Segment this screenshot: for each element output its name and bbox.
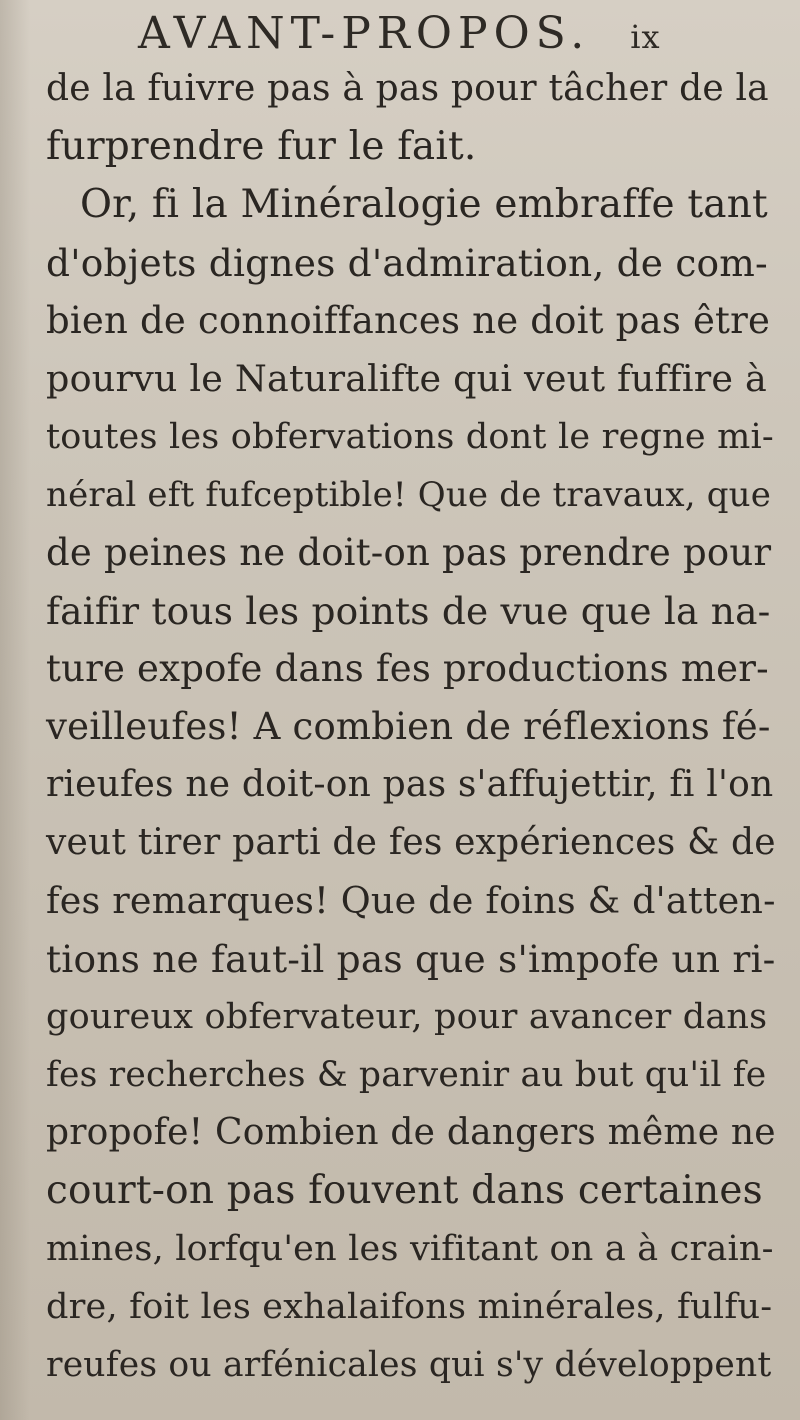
header-title: AVANT-PROPOS. <box>138 8 591 59</box>
text-line: d'objets dignes d'admiration, de com- <box>46 241 768 285</box>
text-line: furprendre fur le fait. <box>46 124 477 169</box>
text-line: veilleufes! A combien de réflexions fé- <box>46 705 771 748</box>
text-line: toutes les obfervations dont le regne mi- <box>46 417 774 457</box>
text-line: bien de connoiffances ne doit pas être <box>46 299 771 342</box>
text-line: de la fuivre pas à pas pour tâcher de la <box>46 68 769 109</box>
text-line: reufes ou arfénicales qui s'y développent <box>46 1345 772 1385</box>
text-line: tions ne faut-il pas que s'impofe un ri- <box>46 937 776 981</box>
text-line: pourvu le Naturalifte qui veut fuffire à <box>46 357 767 400</box>
text-line: mines, lorfqu'en les vifitant on a à crain- <box>46 1229 774 1269</box>
text-line: faifir tous les points de vue que la na- <box>46 589 771 633</box>
body-text <box>36 60 776 1394</box>
page-number: ix <box>630 18 661 56</box>
text-line: goureux obfervateur, pour avancer dans <box>46 997 768 1037</box>
text-line: veut tirer parti de fes expériences & de <box>46 822 776 863</box>
text-line: de peines ne doit-on pas prendre pour <box>46 531 772 574</box>
text-line: fes remarques! Que de foins & d'atten- <box>46 879 776 922</box>
text-line: propofe! Combien de dangers même ne <box>46 1112 776 1153</box>
text-line: dre, foit les exhalaifons minérales, fulfu- <box>46 1287 773 1327</box>
page-gutter-shadow <box>0 0 30 1420</box>
text-line: ture expofe dans fes productions mer- <box>46 647 769 690</box>
text-line: Or, fi la Minéralogie embraffe tant <box>80 182 768 227</box>
running-header <box>138 4 661 67</box>
text-line: rieufes ne doit-on pas s'affujettir, fi l'on <box>46 764 774 805</box>
text-line: court-on pas fouvent dans certaines <box>46 1168 763 1213</box>
text-line: néral eft fufceptible! Que de travaux, que <box>46 475 772 515</box>
text-line: fes recherches & parvenir au but qu'il fe <box>46 1055 767 1095</box>
